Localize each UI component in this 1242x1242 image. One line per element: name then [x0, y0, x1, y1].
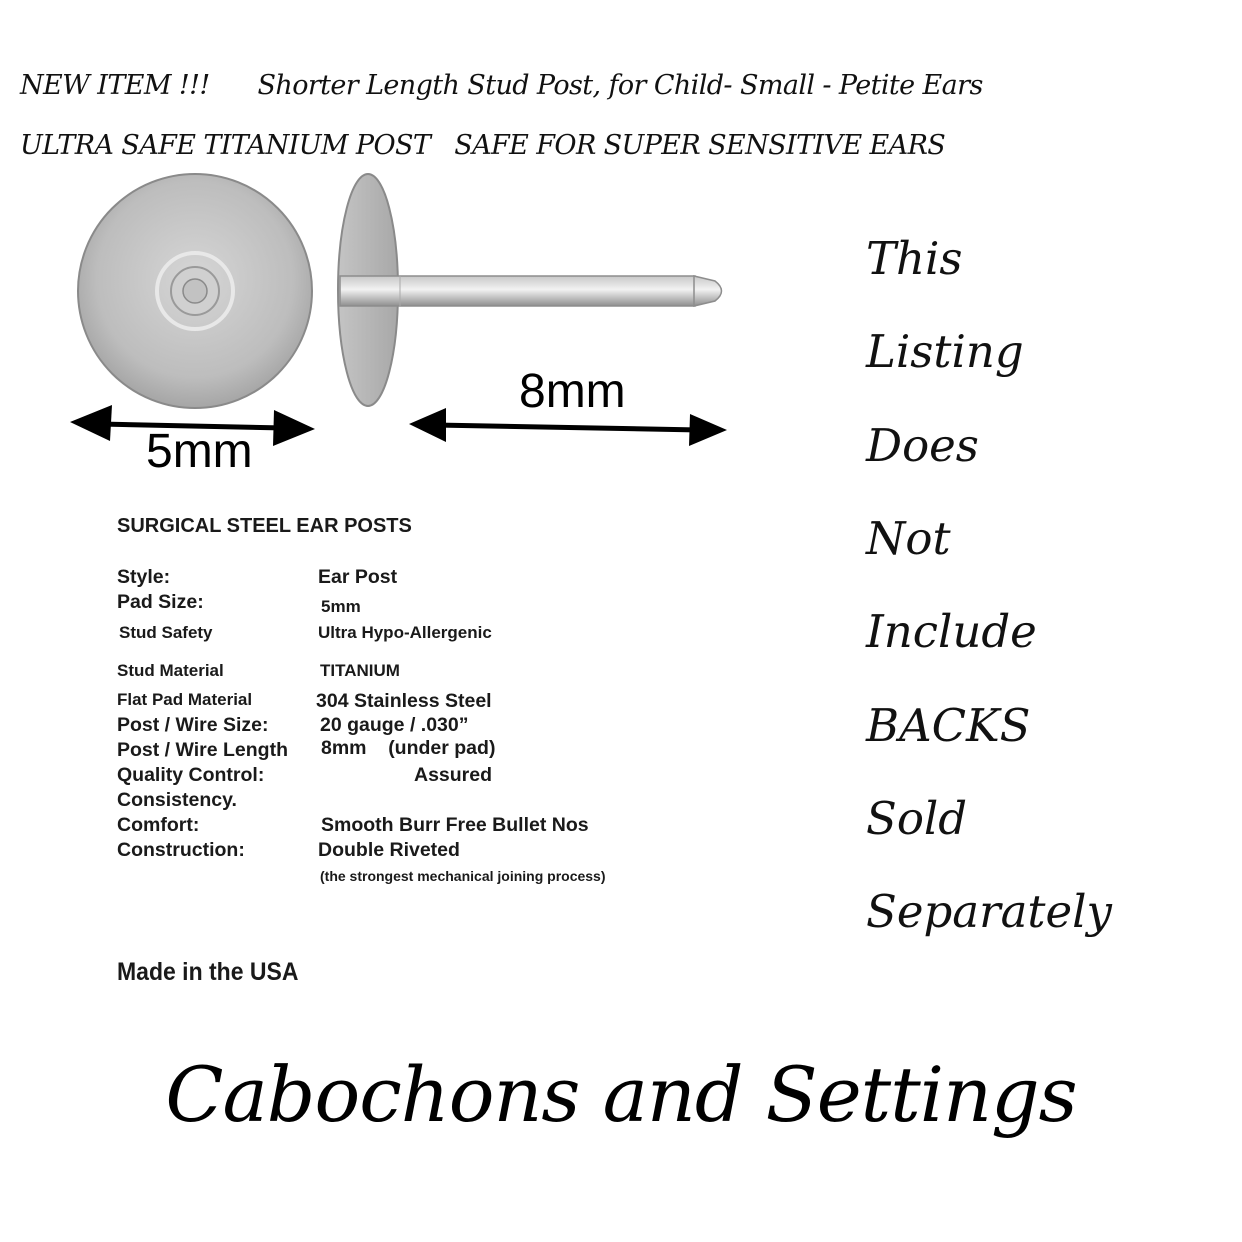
- spec-label: Comfort:: [117, 814, 200, 836]
- spec-value: Smooth Burr Free Bullet Nos: [321, 814, 589, 836]
- spec-label: Style:: [117, 566, 171, 588]
- spec-value: 8mm (under pad): [321, 737, 496, 759]
- notice-word: Include: [866, 605, 1037, 658]
- spec-value: 20 gauge / .030”: [320, 714, 469, 736]
- origin-label: Made in the USA: [117, 958, 299, 986]
- spec-label: Construction:: [117, 839, 245, 861]
- notice-word: BACKS: [866, 699, 1031, 752]
- spec-heading: SURGICAL STEEL EAR POSTS: [117, 515, 412, 537]
- notice-word: Not: [866, 512, 951, 565]
- spec-note: (the strongest mechanical joining process): [320, 868, 606, 884]
- headline-titanium: ULTRA SAFE TITANIUM POST SAFE FOR SUPER SENSITIVE EARS: [20, 130, 946, 161]
- spec-value: Double Riveted: [318, 839, 460, 861]
- spec-label: Post / Wire Length: [117, 739, 288, 761]
- spec-value: Ultra Hypo-Allergenic: [318, 623, 492, 642]
- spec-value: 5mm: [321, 597, 361, 616]
- spec-value: Assured: [414, 764, 493, 786]
- notice-word: Listing: [866, 325, 1024, 378]
- notice-word: Sold: [866, 792, 968, 845]
- pad-size-label: 5mm: [146, 425, 253, 478]
- spec-label: Pad Size:: [117, 591, 204, 613]
- spec-label: Flat Pad Material: [117, 690, 253, 709]
- post-length-label: 8mm: [519, 365, 626, 418]
- pad-front-view: [78, 174, 312, 408]
- spec-value: 304 Stainless Steel: [316, 690, 492, 712]
- brand-signature: Cabochons and Settings: [165, 1050, 1077, 1139]
- spec-label: Quality Control:: [117, 764, 265, 786]
- notice-word: This: [866, 232, 963, 285]
- spec-label: Post / Wire Size:: [117, 714, 269, 736]
- spec-label: Stud Safety: [119, 623, 213, 642]
- spec-label: Stud Material: [117, 661, 224, 680]
- notice-word: Separately: [866, 885, 1112, 938]
- spec-value: TITANIUM: [320, 661, 400, 680]
- spec-label: Consistency.: [117, 789, 237, 811]
- spec-value: Ear Post: [318, 566, 398, 588]
- ear-post-illustration: [0, 170, 760, 470]
- headline-new-item: NEW ITEM !!! Shorter Length Stud Post, for Child- Small - Petite Ears: [20, 70, 983, 101]
- notice-word: Does: [866, 419, 979, 472]
